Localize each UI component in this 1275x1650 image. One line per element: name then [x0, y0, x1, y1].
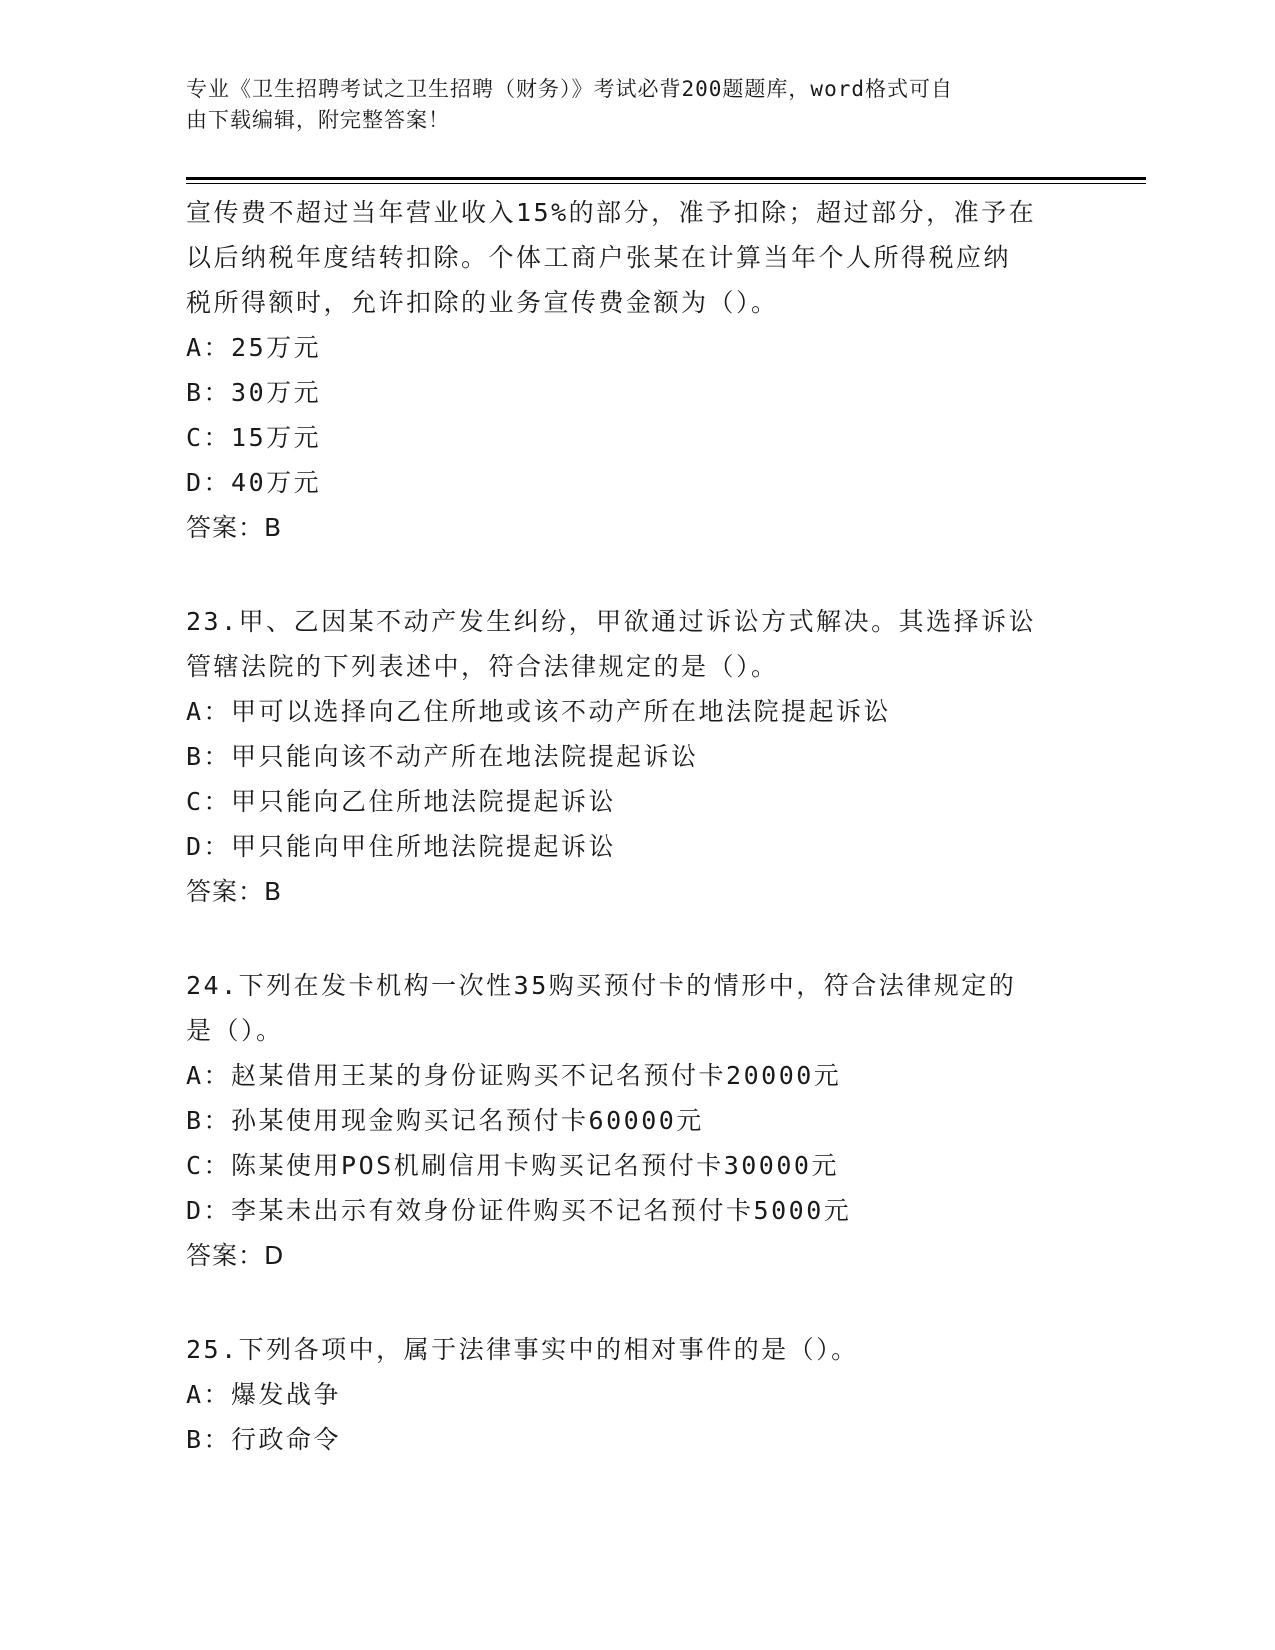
option-d: D：李某未出示有效身份证件购买不记名预付卡5000元	[186, 1196, 852, 1225]
answer-label: 答案：D	[186, 1241, 285, 1270]
option-b: B：孙某使用现金购买记名预付卡60000元	[186, 1106, 704, 1135]
question-23	[186, 599, 1126, 914]
question-text-line: 税所得额时，允许扣除的业务宣传费金额为（）。	[186, 288, 779, 317]
header-title-line-1: 专业《卫生招聘考试之卫生招聘（财务）》考试必背200题题库，word格式可自	[186, 77, 953, 101]
option-a: A：爆发战争	[186, 1380, 342, 1409]
question-text-line: 管辖法院的下列表述中，符合法律规定的是（）。	[186, 652, 779, 681]
option-b: B：甲只能向该不动产所在地法院提起诉讼	[186, 742, 699, 771]
answer-label: 答案：B	[186, 513, 283, 542]
question-24	[186, 963, 1126, 1278]
answer-label: 答案：B	[186, 877, 283, 906]
option-b: B：30万元	[186, 378, 322, 407]
question-text-line: 23.甲、乙因某不动产发生纠纷，甲欲通过诉讼方式解决。其选择诉讼	[186, 607, 1037, 636]
option-a: A：甲可以选择向乙住所地或该不动产所在地法院提起诉讼	[186, 697, 892, 726]
question-25	[186, 1327, 1126, 1462]
option-c: C：15万元	[186, 423, 322, 452]
option-b: B：行政命令	[186, 1425, 342, 1454]
header-divider-thin	[186, 183, 1146, 184]
option-c: C：甲只能向乙住所地法院提起诉讼	[186, 787, 617, 816]
option-a: A：赵某借用王某的身份证购买不记名预付卡20000元	[186, 1061, 842, 1090]
document-header	[186, 74, 1066, 136]
option-d: D：40万元	[186, 468, 322, 497]
question-text-line: 是（）。	[186, 1016, 284, 1045]
option-c: C：陈某使用POS机刷信用卡购买记名预付卡30000元	[186, 1151, 839, 1180]
header-divider-thick	[186, 177, 1146, 180]
question-spacer	[186, 914, 1126, 963]
question-spacer	[186, 1278, 1126, 1327]
question-text-line: 24.下列在发卡机构一次性35购买预付卡的情形中，符合法律规定的	[186, 971, 1017, 1000]
option-d: D：甲只能向甲住所地法院提起诉讼	[186, 832, 617, 861]
question-text-line: 宣传费不超过当年营业收入15%的部分，准予扣除；超过部分，准予在	[186, 198, 1037, 227]
question-list	[186, 190, 1126, 1462]
question-22	[186, 190, 1126, 550]
header-title-line-2: 由下载编辑，附完整答案！	[186, 108, 450, 132]
question-text-line: 25.下列各项中，属于法律事实中的相对事件的是（）。	[186, 1335, 859, 1364]
question-spacer	[186, 550, 1126, 599]
question-text-line: 以后纳税年度结转扣除。个体工商户张某在计算当年个人所得税应纳	[186, 243, 1012, 272]
option-a: A：25万元	[186, 333, 322, 362]
